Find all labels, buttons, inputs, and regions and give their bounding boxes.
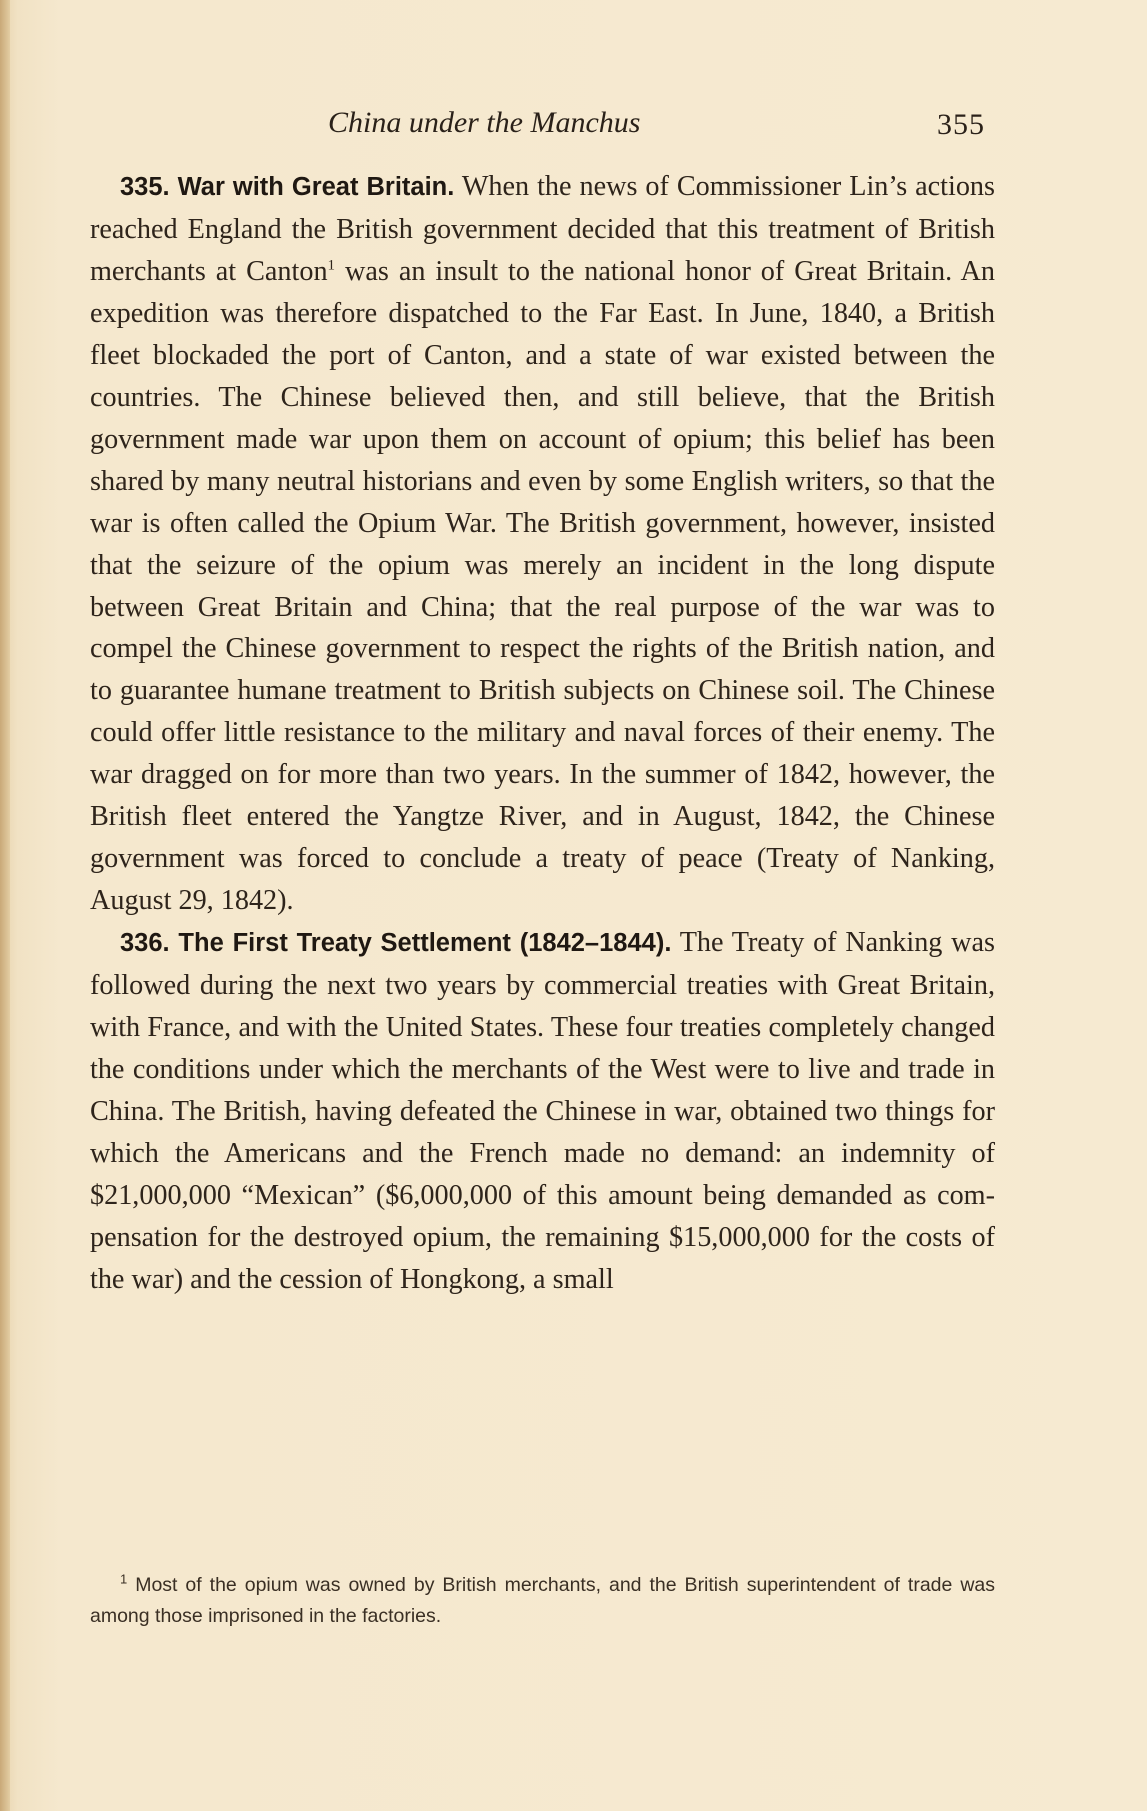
page-binding-edge bbox=[0, 0, 10, 1811]
running-title: China under the Manchus bbox=[328, 106, 641, 139]
footnote-reference-marker: 1 bbox=[327, 257, 336, 274]
footnote-marker: 1 bbox=[120, 1571, 128, 1587]
body-text bbox=[90, 166, 995, 1301]
footnote bbox=[90, 1570, 995, 1632]
section-text-335-part1: When the news of Commissioner Lin’s actions reached England the British government decided that this treatment of British merchants at Canton bbox=[90, 171, 995, 287]
footnote-text: Most of the opium was owned by British merchants, and the British superintendent of trade was among those imprisoned in the factories. bbox=[90, 1574, 995, 1627]
running-head bbox=[90, 106, 995, 146]
section-heading-335: 335. War with Great Britain. bbox=[120, 173, 455, 201]
page-number: 355 bbox=[937, 108, 985, 141]
section-text-336: The Treaty of Nanking was followed during the next two years by commercial treaties with Great Britain, with France, and with the United States. These four treaties completely changed the conditions under which the merchants of the West were to live and trade in China. The British, having defeated the Chinese in war, obtained two things for which the Americans and the French made no demand: an indemnity of $21,000,000 “Mexican” ($6,000,000 of this amount being demanded as compensation for the destroyed opium, the remaining $15,000,000 for the costs of the war) and the cession of Hongkong, a small bbox=[90, 927, 995, 1295]
section-paragraph-335 bbox=[90, 166, 995, 922]
section-paragraph-336 bbox=[90, 922, 995, 1301]
section-text-335-part2: was an insult to the national honor of Great Britain. An expedition was therefore dispatched to the Far East. In June, 1840, a British fleet blockaded the port of Canton, and a state of war existed between the countries. The Chinese believed then, and still believe, that the British government made war upon them on account of opium; this belief has been shared by many neutral historians and even by some English writers, so that the war is often called the Opium War. The British government, however, insisted that the seizure of the opium was merely an incident in the long dispute between Great Britain and China; that the real purpose of the war was to compel the Chinese government to respect the rights of the British nation, and to guarantee humane treatment to British subjects on Chinese soil. The Chinese could offer little resistance to the military and naval forces of their enemy. The war dragged on for more than two years. In the summer of 1842, however, the British fleet entered the Yangtze River, and in August, 1842, the Chinese government was forced to conclude a treaty of peace (Treaty of Nanking, August 29, 1842). bbox=[90, 255, 995, 917]
section-heading-336: 336. The First Treaty Settlement (1842–1844). bbox=[120, 929, 672, 958]
